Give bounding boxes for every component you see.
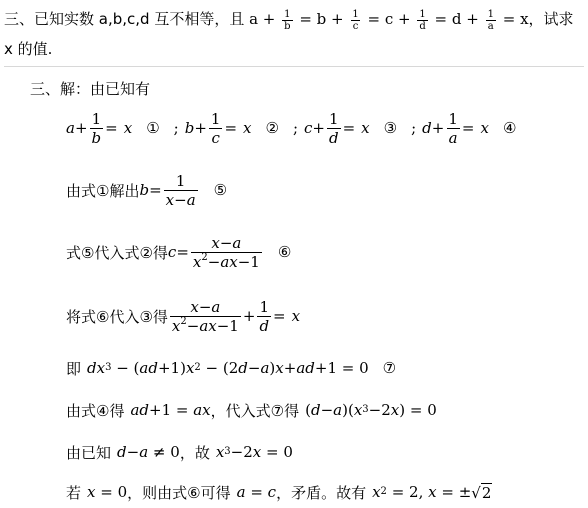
step-conclude: 由已知 d − a ≠ 0 ，故 x 3 −2 x = 0 bbox=[66, 443, 293, 462]
step-expand-label: 即 bbox=[66, 359, 82, 378]
solution-heading: 三、解：由已知有 bbox=[30, 79, 151, 98]
marker-4: ④ bbox=[502, 119, 517, 137]
step-final-label-b: ，则由式⑥可得 bbox=[127, 483, 231, 502]
step-final-label-a: 若 bbox=[66, 483, 82, 502]
problem-tail: ，试求 x 的值. bbox=[4, 10, 574, 58]
given-equations: a + $\frac{1}{b}$ = x ① ; b + $\frac{1}{c}$ = x ② ; c + $\frac{1}{d}$ = x ③ ; d + $\frac{1}{a}$ = x ④ bbox=[66, 109, 517, 147]
step-solve-b: 由式①解出 b = $\frac{1}{x-a}$ ⑤ bbox=[66, 171, 228, 209]
step-substitute-5-label: 式⑤代入式②得 bbox=[66, 243, 168, 262]
step-from-4-label-a: 由式④得 bbox=[66, 401, 125, 420]
step-substitute-6: 将式⑥代入③得 $\frac{x-a}{x^2-ax-1}$ + $\frac{1}{d}$ = x bbox=[66, 297, 301, 335]
marker-3: ③ bbox=[383, 119, 398, 137]
step-conclude-label-b: ，故 bbox=[179, 443, 210, 462]
step-final-label-c: ，矛盾。故有 bbox=[276, 483, 367, 502]
step-conclude-label-a: 由已知 bbox=[66, 443, 112, 462]
problem-intro: 三、已知实数 a,b,c,d 互不相等，且 bbox=[4, 10, 250, 28]
marker-5: ⑤ bbox=[213, 181, 228, 199]
problem-equation: a + $\frac{1}{b}$ = b + $\frac{1}{c}$ = c + $\frac{1}{d}$ = d + $\frac{1}{a}$ = x bbox=[249, 8, 529, 32]
marker-2: ② bbox=[265, 119, 279, 137]
marker-6: ⑥ bbox=[277, 243, 292, 261]
step-final: 若 x = 0 ，则由式⑥可得 a = c ，矛盾。故有 x 2 = 2, x = ± √ 2 bbox=[66, 483, 492, 502]
step-substitute-6-label: 将式⑥代入③得 bbox=[66, 307, 168, 326]
problem-statement bbox=[4, 4, 582, 64]
marker-7: ⑦ bbox=[382, 359, 397, 377]
step-substitute-5: 式⑤代入式②得 c = $\frac{x-a}{x^2-ax-1}$ ⑥ bbox=[66, 233, 292, 271]
section-divider bbox=[4, 66, 584, 67]
step-solve-b-label: 由式①解出 bbox=[66, 181, 140, 200]
step-expand: 即 dx 3 − ( ad +1) x 2 − (2 d − a ) x + ad +1 = 0 ⑦ bbox=[66, 359, 397, 378]
step-from-4-label-b: ，代入式⑦得 bbox=[210, 401, 300, 420]
marker-1: ① bbox=[146, 119, 160, 137]
step-from-4: 由式④得 ad +1 = ax ，代入式⑦得 ( d − a )( x 3 −2 x ) = 0 bbox=[66, 401, 437, 420]
